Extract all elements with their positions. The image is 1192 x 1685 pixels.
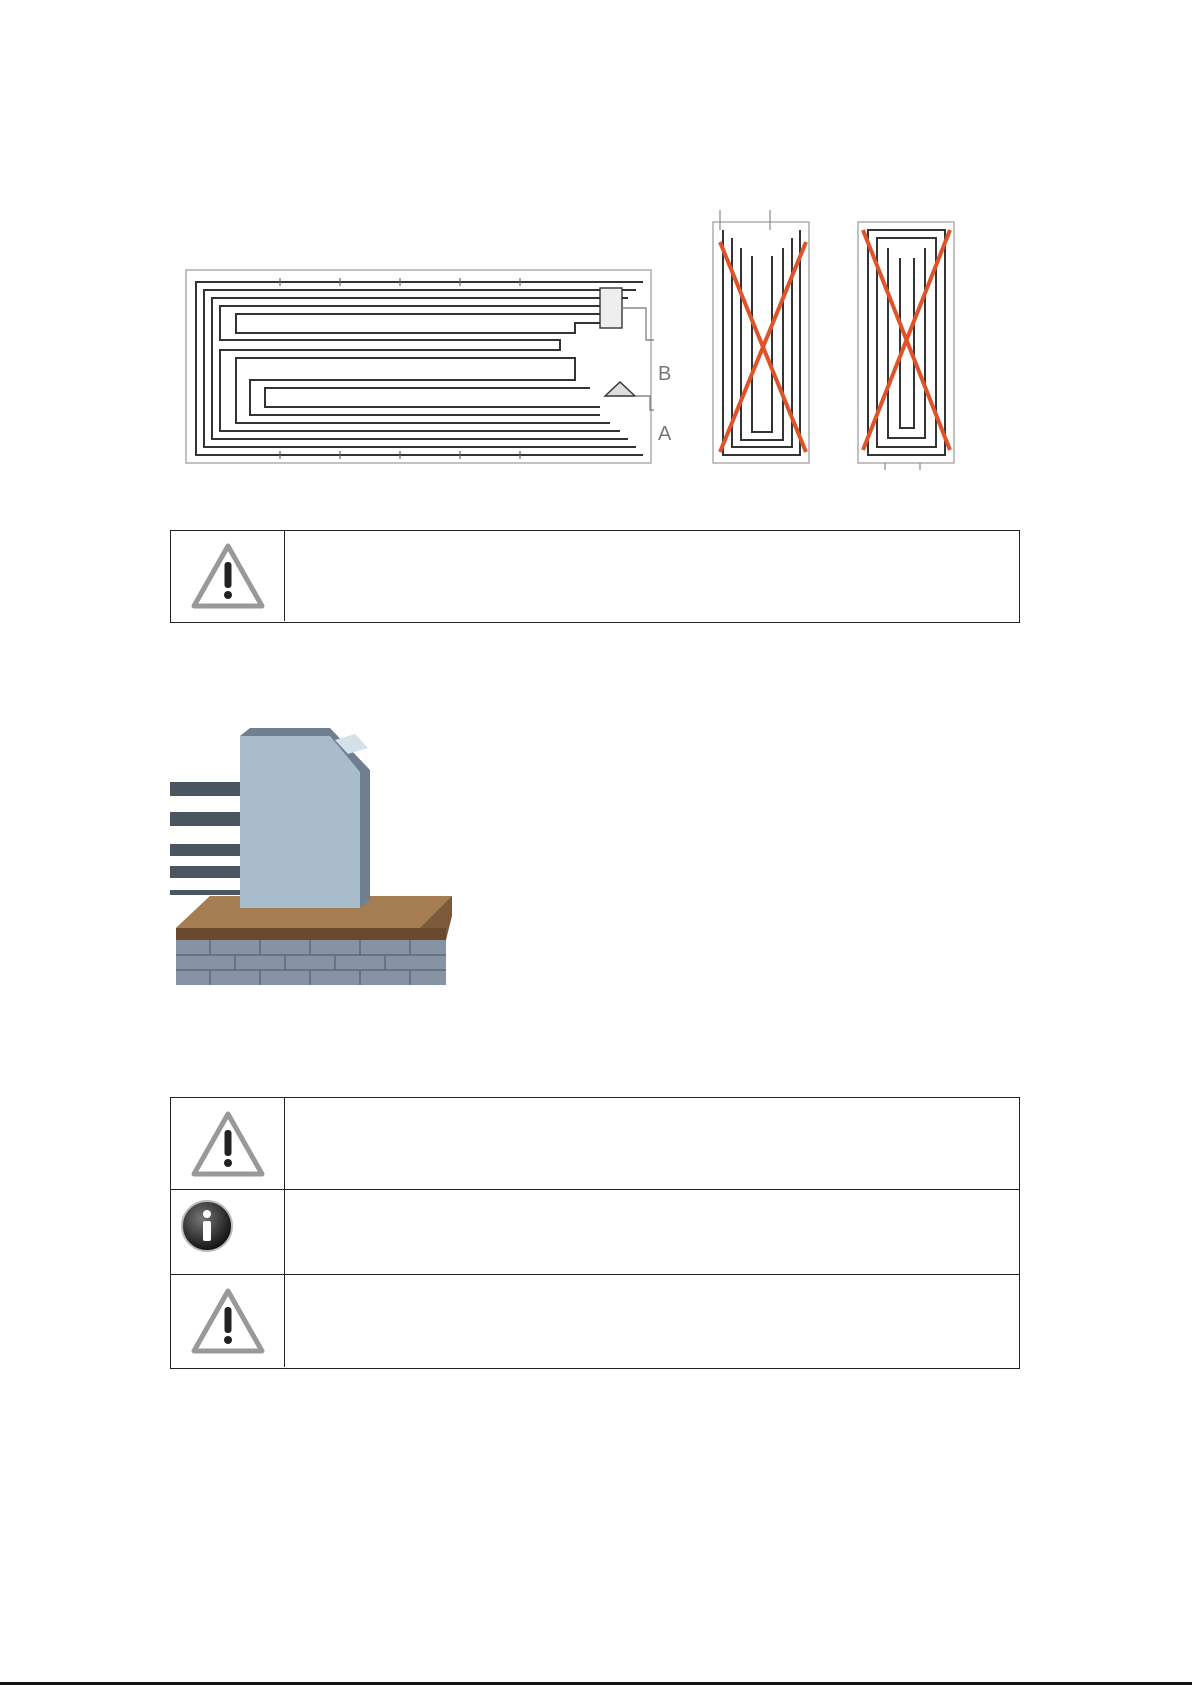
- notes-group: [170, 1097, 1020, 1369]
- warning-icon: [171, 1275, 285, 1367]
- note-text: [285, 1098, 1019, 1189]
- loop-layout-svg: [180, 200, 960, 470]
- note-text: [285, 1190, 1019, 1274]
- note-text: [285, 1275, 1019, 1367]
- warning-icon: [171, 531, 285, 621]
- note-row: [171, 1098, 1019, 1190]
- note-text: [285, 531, 1019, 621]
- label-a: A: [658, 423, 672, 445]
- label-b: B: [658, 363, 672, 385]
- outdoor-unit: [240, 728, 370, 908]
- incorrect-loop-layout-1: [713, 210, 809, 463]
- note-row: [171, 1190, 1019, 1275]
- incorrect-loop-layout-2: [858, 222, 954, 470]
- note-row: [171, 1275, 1019, 1367]
- floor-heating-diagram: [180, 200, 960, 470]
- info-icon: [171, 1190, 285, 1274]
- brick-pedestal: [176, 940, 446, 985]
- note-row: [171, 531, 1019, 621]
- connection-pipes: [170, 782, 240, 895]
- heat-pump-illustration: [170, 720, 455, 985]
- correct-loop-layout: [186, 270, 654, 463]
- warning-icon: [171, 1098, 285, 1189]
- warning-note-single: [170, 530, 1020, 623]
